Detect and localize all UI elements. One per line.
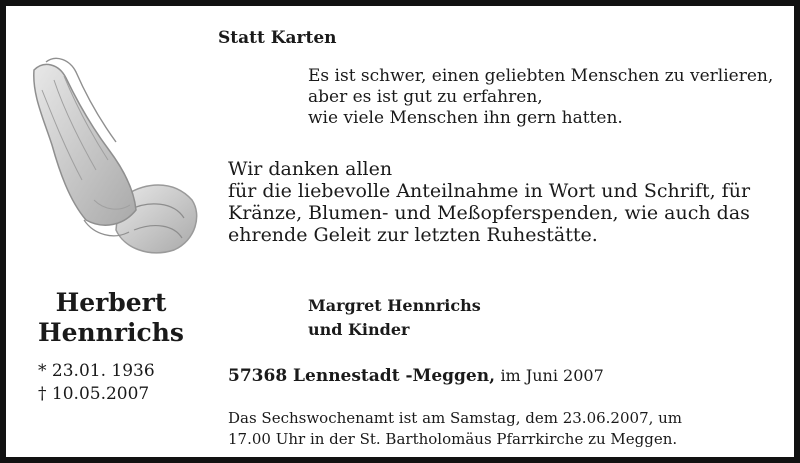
mass-notice [228, 408, 682, 450]
heading: Statt Karten [218, 28, 337, 48]
quote-line: wie viele Menschen ihn gern hatten. [308, 108, 623, 128]
place-date [228, 366, 604, 386]
first-name: Herbert [55, 288, 167, 317]
place-month: im Juni 2007 [500, 366, 604, 385]
notice-line: Das Sechswochenamt ist am Samstag, dem 23.06.2007, um [228, 409, 683, 427]
notice-line: 17.00 Uhr in der St. Bartholomäus Pfarrkirche zu Meggen. [228, 430, 678, 448]
thanks-block [228, 158, 750, 246]
thanks-line: für die liebevolle Anteilnahme in Wort und Schrift, für [228, 180, 751, 202]
last-name: Hennrichs [37, 318, 185, 347]
thanks-line: Wir danken allen [228, 158, 393, 180]
quote-line: Es ist schwer, einen geliebten Menschen zu verlieren, [308, 66, 774, 86]
death-date: † 10.05.2007 [38, 384, 150, 404]
quote-block [308, 66, 773, 129]
family-signature [308, 294, 481, 342]
praying-hands-icon [24, 50, 204, 260]
place-city: 57368 Lennestadt -Meggen, [228, 366, 496, 386]
deceased-name [26, 288, 196, 348]
family-line: und Kinder [308, 320, 410, 339]
life-dates [38, 360, 155, 406]
birth-date: * 23.01. 1936 [38, 361, 155, 381]
thanks-line: Kränze, Blumen- und Meßopferspenden, wie auch das [228, 202, 750, 224]
thanks-line: ehrende Geleit zur letzten Ruhestätte. [228, 224, 598, 246]
family-line: Margret Hennrichs [308, 296, 481, 315]
quote-line: aber es ist gut zu erfahren, [308, 87, 543, 107]
